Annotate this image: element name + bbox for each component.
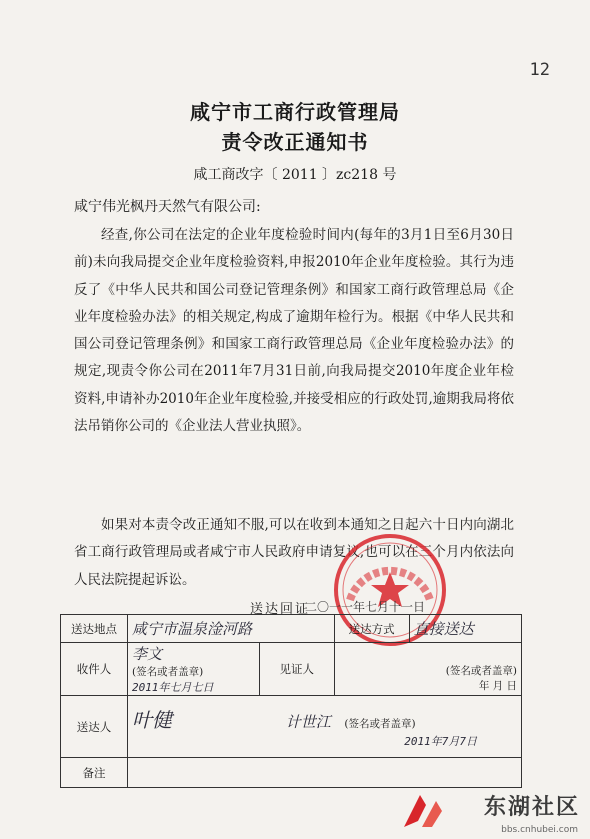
- server-signature-cell: [128, 696, 522, 758]
- receipt-stamp-date: 二〇一一年七月十一日: [305, 600, 426, 614]
- paragraph-appeal: 如果对本责令改正通知不服,可以在收到本通知之日起六十日内向湖北省工商行政管理局或者咸宁市人民政府申请复议,也可以在三个月内依法向人民法院提起诉讼。: [74, 517, 514, 588]
- server-label: 送达人: [61, 696, 128, 758]
- site-watermark: [390, 784, 590, 839]
- page-number: 12: [529, 60, 550, 80]
- remarks-cell: [128, 758, 522, 788]
- delivery-location-label: 送达地点: [61, 615, 128, 643]
- recipient-signature-cell: [128, 643, 260, 696]
- salutation: 咸宁伟光枫丹天然气有限公司:: [74, 199, 261, 215]
- recipient-signature: 李文: [132, 645, 163, 663]
- witness-sign-note: (签名或者盖章): [445, 665, 517, 677]
- server-signature-2: 计世江: [285, 713, 331, 731]
- recipient-date: 2011年七月七日: [132, 681, 214, 694]
- server-date: 2011年7月7日: [404, 735, 477, 748]
- receipt-title: 送达回证: [250, 602, 311, 617]
- watermark-url: bbs.cnhubei.com: [501, 825, 578, 835]
- witness-date: 年 月 日: [478, 680, 517, 692]
- watermark-text: 东湖社区: [483, 795, 580, 820]
- delivery-method-label: 送达方式: [334, 615, 409, 643]
- witness-label: 见证人: [259, 643, 334, 696]
- server-sign-note: (签名或者盖章): [344, 718, 416, 730]
- watermark-logo-icon: [400, 791, 444, 831]
- delivery-receipt-table: [60, 614, 522, 788]
- issuer-title: 咸宁市工商行政管理局: [190, 100, 400, 124]
- paragraph-main: 经查,你公司在法定的企业年度检验时间内(每年的3月1日至6月30日前)未向我局提交企业年度检验资料,申报2010年企业年度检验。其行为违反了《中华人民共和国公司登记管理条例》和国家工商行政管理总局《企业年度检验办法》的相关规定,构成了逾期年检行为。根据《中华人民共和国公司登记管理条例》和国家工商行政管理总局《企业年度检验办法》的规定,现责令你公司在2011年7月31日前,向我局提交2010年度企业年检资料,申请补办2010年企业年度检验,并接受相应的行政处罚,逾期我局将依法吊销你公司的《企业法人营业执照》。: [74, 227, 514, 435]
- delivery-location-value: 咸宁市温泉淦河路: [128, 615, 335, 643]
- notice-title: 责令改正通知书: [221, 130, 369, 154]
- recipient-label: 收件人: [61, 643, 128, 696]
- delivery-method-value: 直接送达: [409, 615, 521, 643]
- recipient-sign-note: (签名或者盖章): [132, 666, 204, 678]
- remarks-label: 备注: [61, 758, 128, 788]
- document-number: 咸工商改字〔 2011 〕zc218 号: [193, 167, 397, 183]
- witness-cell: [334, 643, 521, 696]
- server-signature-1: 叶健: [132, 708, 173, 732]
